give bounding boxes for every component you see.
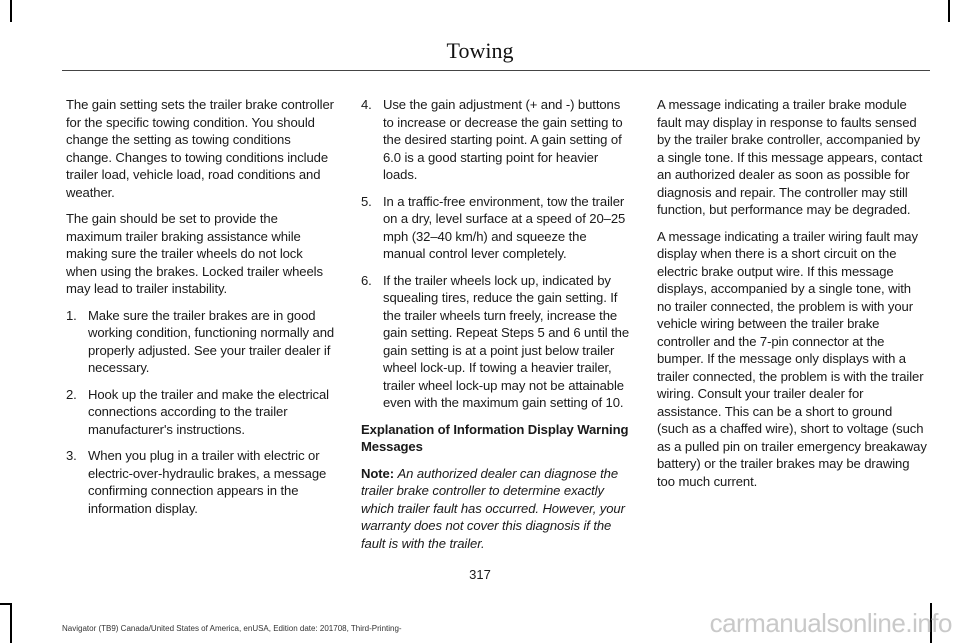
step-item (66, 386, 336, 439)
step-text: Make sure the trailer brakes are in good working condition, functioning normally and properly adjusted. See your trailer dealer if necessary. (88, 307, 335, 375)
note-label: Note: (361, 465, 394, 481)
watermark: carmanualsonline.info (709, 608, 952, 638)
step-number: 5. (361, 193, 372, 209)
step-number: 6. (361, 272, 372, 288)
step-text: Use the gain adjustment (+ and -) buttons to increase or decrease the gain setting to the desired starting point. A gain setting of 6.0 is a good starting point for heavier loads. (383, 97, 623, 182)
footer-edition-info: Navigator (TB9) Canada/United States of America, enUSA, Edition date: 201708, Third-Printing- (62, 624, 402, 633)
step-item (361, 96, 631, 184)
step-number: 2. (66, 386, 77, 402)
step-item (66, 307, 336, 377)
page-title: Towing (446, 38, 514, 63)
column-1 (66, 96, 336, 526)
steps-list-2 (361, 96, 631, 412)
step-item (66, 447, 336, 517)
section-heading: Explanation of Information Display Warning Messages (361, 421, 629, 454)
crop-mark-top-left (10, 0, 12, 22)
paragraph-gain-setting: The gain setting sets the trailer brake controller for the specific towing condition. You should change the setting as towing conditions change. Changes to towing conditions include trailer load, vehicle load, road conditions and weather. (66, 97, 334, 200)
steps-list-1 (66, 307, 336, 518)
column-2 (361, 96, 631, 561)
step-number: 3. (66, 448, 77, 463)
header-divider (62, 70, 930, 71)
paragraph-gain-max: The gain should be set to provide the maximum trailer braking assistance while making sure the trailer wheels do not lock when using the brakes. Locked trailer wheels may lead to trailer instability. (66, 211, 323, 296)
step-text: Hook up the trailer and make the electrical connections according to the trailer manufacturer's instructions. (88, 386, 329, 437)
paragraph-brake-module-fault: A message indicating a trailer brake module fault may display in response to faults sensed by the trailer brake controller, accompanied by a single tone. If this message appears, contact an authorized dealer as soon as possible for diagnosis and repair. The controller may still function, but performance may be degraded. (657, 97, 923, 217)
step-number: 1. (66, 307, 77, 323)
note-text: An authorized dealer can diagnose the trailer brake controller to determine exactly which trailer fault has occurred. However, your warranty does not cover this diagnosis if the fault is with the trailer. (361, 465, 625, 551)
step-text: In a traffic-free environment, tow the trailer on a dry, level surface at a speed of 20–25 mph (32–40 km/h) and squeeze the manual control lever completely. (383, 193, 626, 261)
step-item (361, 193, 631, 263)
crop-mark-top-right (948, 0, 950, 22)
column-3 (657, 96, 927, 499)
step-text: When you plug in a trailer with electric or electric-over-hydraulic brakes, a message confirming connection appears in the information display. (88, 448, 327, 516)
step-item (361, 272, 631, 412)
page-number: 317 (469, 567, 491, 582)
note-paragraph (361, 465, 631, 553)
step-text: If the trailer wheels lock up, indicated by squealing tires, reduce the gain setting. If the trailer wheels turn freely, increase the gain setting. Repeat Steps 5 and 6 until the gain setting is at a point just below trailer wheel lock-up. If towing a heavier trailer, trailer wheel lock-up may not be attainable even with the maximum gain setting of 10. (383, 272, 630, 410)
paragraph-wiring-fault: A message indicating a trailer wiring fault may display when there is a short circuit on the electric brake output wire. If this message displays, accompanied by a single tone, with no trailer connected, the problem is with your vehicle wiring between the trailer brake controller and the 7-pin connector at the bumper. If the message only displays with a trailer connected, the problem is with the trailer wiring. Consult your trailer dealer for assistance. This can be a short to ground (such as a chaffed wire), short to voltage (such as a pulled pin on trailer emergency breakaway battery) or the trailer brakes may be drawing too much current. (657, 228, 927, 489)
crop-mark-bottom-left-v (10, 603, 12, 643)
step-number: 4. (361, 97, 372, 112)
crop-mark-bottom-left-h (0, 603, 12, 605)
